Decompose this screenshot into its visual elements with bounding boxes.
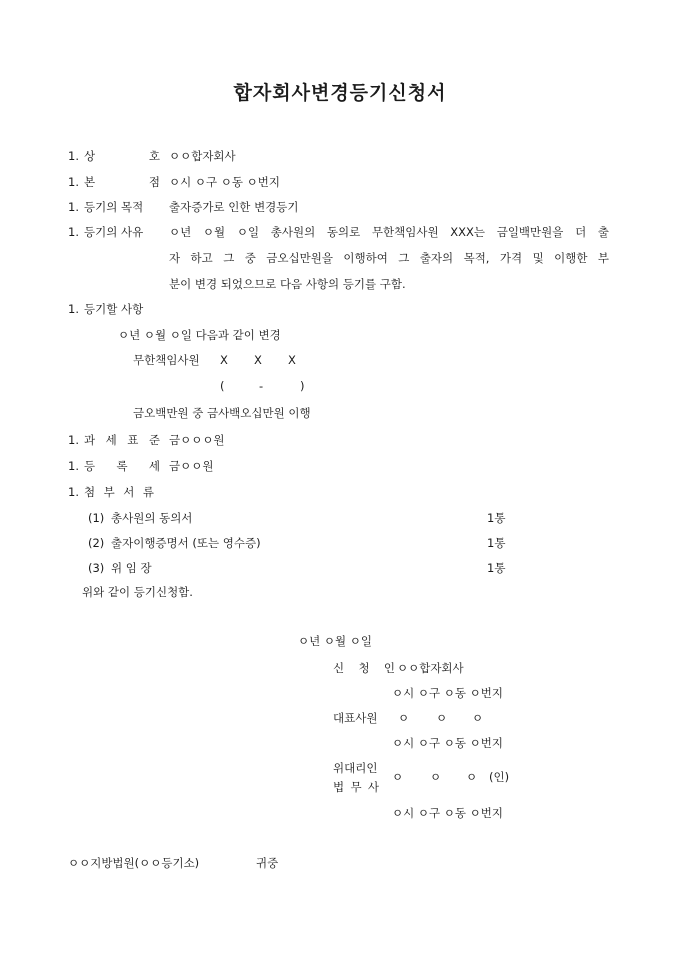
purpose-value: 출자증가로 인한 변경등기: [169, 200, 299, 214]
paren-open: (: [220, 379, 225, 393]
bullet: 1.: [68, 149, 79, 163]
agent-label-line-2: 법 무 사: [333, 780, 379, 794]
court-name: ㅇㅇ지방법원(ㅇㅇ등기소): [68, 856, 200, 870]
attachments-label: 첨 부 서 류: [84, 485, 154, 499]
partner-name-3: X: [288, 353, 296, 367]
partner-label: 무한책임사원: [133, 353, 200, 367]
bullet: 1.: [68, 175, 79, 189]
attachment-qty-2: 1통: [487, 536, 506, 550]
bullet: 1.: [68, 200, 79, 214]
agent-name-3: ㅇ: [466, 770, 478, 784]
paren-dash: -: [259, 379, 264, 393]
reg-tax-value: 금ㅇㅇ원: [169, 459, 214, 473]
reason-line-3: 분이 변경 되었으므로 다음 사항의 등기를 구함.: [169, 277, 406, 291]
applicant-label: 신 청 인: [333, 661, 395, 675]
rep-name-2: ㅇ: [436, 711, 448, 725]
partner-name-1: X: [220, 353, 228, 367]
tax-base-value: 금ㅇㅇㅇ원: [169, 433, 225, 447]
reason-line-1: ㅇ년 ㅇ월 ㅇ일 총사원의 동의로 무한책임사원 XXX는 금일백만원을 더 출: [169, 225, 609, 239]
attachment-qty-3: 1통: [487, 561, 506, 575]
reason-label: 등기의 사유: [84, 225, 144, 239]
bonjeom-value: ㅇ시 ㅇ구 ㅇ동 ㅇ번지: [169, 175, 280, 189]
rep-label: 대표사원: [333, 711, 378, 725]
rep-name-1: ㅇ: [398, 711, 410, 725]
rep-address: ㅇ시 ㅇ구 ㅇ동 ㅇ번지: [392, 736, 503, 750]
attachment-name-3: 위 임 장: [111, 561, 152, 575]
matters-date-line: ㅇ년 ㅇ월 ㅇ일 다음과 같이 변경: [118, 328, 281, 342]
rep-name-3: ㅇ: [472, 711, 484, 725]
addressee: 귀중: [256, 856, 279, 870]
paren-close: ): [300, 379, 305, 393]
bullet: 1.: [68, 302, 79, 316]
sangho-label: 상 호: [84, 149, 160, 163]
matters-label: 등기할 사항: [84, 302, 144, 316]
document-title: 합자회사변경등기신청서: [233, 82, 447, 104]
reg-tax-label: 등 록 세: [84, 459, 160, 473]
bullet: 1.: [68, 485, 79, 499]
bonjeom-label: 본 점: [84, 175, 160, 189]
attachment-name-1: 총사원의 동의서: [111, 511, 193, 525]
matters-amount-line: 금오백만원 중 금사백오십만원 이행: [133, 406, 311, 420]
agent-address: ㅇ시 ㅇ구 ㅇ동 ㅇ번지: [392, 806, 503, 820]
purpose-label: 등기의 목적: [84, 200, 144, 214]
partner-name-2: X: [254, 353, 262, 367]
agent-label-line-1: 위대리인: [333, 761, 378, 775]
attachment-num-1: (1): [88, 511, 105, 525]
seal-mark: (인): [489, 770, 510, 784]
attachment-num-3: (3): [88, 561, 105, 575]
applicant-value: ㅇㅇ합자회사: [397, 661, 464, 675]
bullet: 1.: [68, 225, 79, 239]
attachment-num-2: (2): [88, 536, 105, 550]
attachment-qty-1: 1통: [487, 511, 506, 525]
tax-base-label: 과 세 표 준: [84, 433, 160, 447]
closing-statement: 위와 같이 등기신청함.: [82, 585, 193, 599]
reason-line-2: 자 하고 그 중 금오십만원을 이행하여 그 출자의 목적, 가격 및 이행한 부: [169, 251, 609, 265]
signature-date: ㅇ년 ㅇ월 ㅇ일: [298, 634, 372, 648]
bullet: 1.: [68, 459, 79, 473]
bullet: 1.: [68, 433, 79, 447]
applicant-address: ㅇ시 ㅇ구 ㅇ동 ㅇ번지: [392, 686, 503, 700]
attachment-name-2: 출자이행증명서 (또는 영수증): [111, 536, 261, 550]
sangho-value: ㅇㅇ합자회사: [169, 149, 236, 163]
agent-name-1: ㅇ: [392, 770, 404, 784]
agent-name-2: ㅇ: [430, 770, 442, 784]
